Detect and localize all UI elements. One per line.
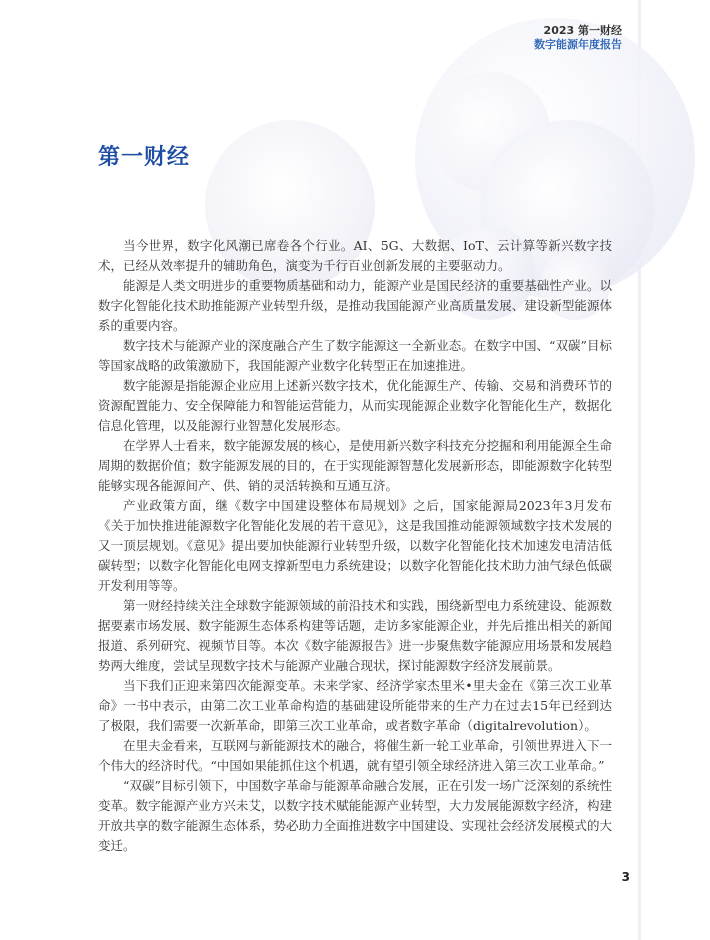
report-publisher: 2023 第一财经 bbox=[543, 24, 622, 37]
paragraph: “双碳”目标引领下，中国数字革命与能源革命融合发展，正在引发一场广泛深刻的系统性变革。数字能源产业方兴未艾，以数字技术赋能能源产业转型，大力发展能源数字经济，构建开放共享的数字能源生态体系，势必助力全面推进数字中国建设、实现社会经济发展模式的大变迁。 bbox=[98, 778, 612, 853]
paragraph: 当下我们正迎来第四次能源变革。未来学家、经济学家杰里米•里夫金在《第三次工业革命》一书中表示，由第二次工业革命构造的基础建设所能带来的生产力在过去15年已经到达了极限，我们需要一次新革命，即第三次工业革命，或者数字革命（digitalrevolution）。 bbox=[98, 678, 612, 733]
paragraph: 在里夫金看来，互联网与新能源技术的融合，将催生新一轮工业革命，引领世界进入下一个伟大的经济时代。“中国如果能抓住这个机遇，就有望引领全球经济进入第三次工业革命。” bbox=[98, 738, 612, 773]
paragraph: 产业政策方面，继《数字中国建设整体布局规划》之后，国家能源局2023年3月发布《关于加快推进能源数字化智能化发展的若干意见》，这是我国推动能源领域数字技术发展的又一顶层规划。《意见》提出要加快能源行业转型升级，以数字化智能化技术加速发电清洁低碳转型；以数字化智能化电网支撑新型电力系统建设；以数字化智能化技术助力油气绿色低碳开发利用等等。 bbox=[98, 498, 612, 593]
paragraph: 数字能源是指能源企业应用上述新兴数字技术，优化能源生产、传输、交易和消费环节的资源配置能力、安全保障能力和智能运营能力，从而实现能源企业数字化智能化生产，数据化信息化管理，以及能源行业智慧化发展形态。 bbox=[98, 378, 612, 433]
report-title: 数字能源年度报告 bbox=[534, 38, 622, 51]
paragraph: 第一财经持续关注全球数字能源领域的前沿技术和实践，围绕新型电力系统建设、能源数据要素市场发展、数字能源生态体系构建等话题，走访多家能源企业，并先后推出相关的新闻报道、系列研究、视频节目等。本次《数字能源报告》进一步聚焦数字能源应用场景和发展趋势两大维度，尝试呈现数字技术与能源产业融合现状，探讨能源数字经济发展前景。 bbox=[98, 598, 612, 673]
section-title: 第一财经 bbox=[98, 145, 191, 170]
paragraph: 数字技术与能源产业的深度融合产生了数字能源这一全新业态。在数字中国、“双碳”目标等国家战略的政策激励下，我国能源产业数字化转型正在加速推进。 bbox=[98, 338, 612, 373]
paragraph: 在学界人士看来，数字能源发展的核心，是使用新兴数字科技充分挖掘和利用能源全生命周期的数据价值；数字能源发展的目的，在于实现能源智慧化发展新形态，即能源数字化转型能够实现各能源间产、供、销的灵活转换和互通互济。 bbox=[98, 438, 612, 493]
paragraph: 能源是人类文明进步的重要物质基础和动力，能源产业是国民经济的重要基础性产业。以数字化智能化技术助推能源产业转型升级，是推动我国能源产业高质量发展、建设新型能源体系的重要内容。 bbox=[98, 278, 612, 333]
paragraph: 当今世界，数字化风潮已席卷各个行业。AI、5G、大数据、IoT、云计算等新兴数字技术，已经从效率提升的辅助角色，演变为千行百业创新发展的主要驱动力。 bbox=[98, 238, 612, 273]
body-text bbox=[98, 236, 612, 856]
page-number: 3 bbox=[621, 870, 630, 884]
